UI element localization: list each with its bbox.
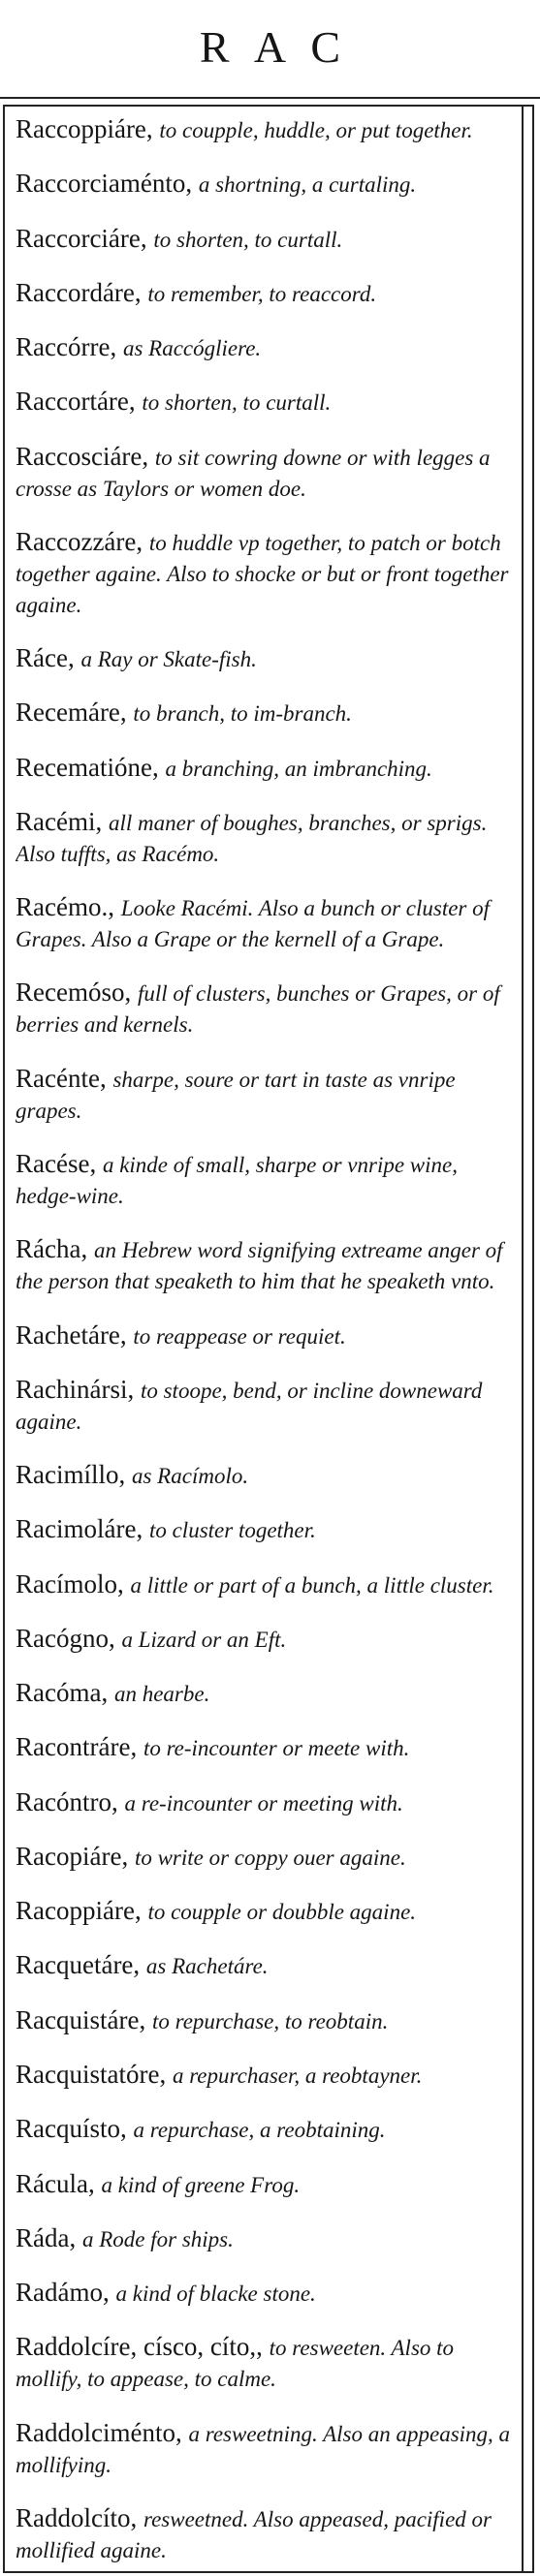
entry-headword: Radámo [16,2278,103,2308]
entry-gloss: an Hebrew word signifying extreame anger of the person that speaketh to him that he speaketh vnto. [16,1238,503,1294]
entry-headword: Racquetáre [16,1950,134,1980]
dictionary-entry: Racóma, an hearbe. [16,1678,210,1708]
dictionary-entry: Rachetáre, to reappease or requiet. [16,1319,346,1350]
entry-gloss: a repurchase, a reobtaining. [133,2118,386,2143]
entry-gloss: a re-incounter or meeting with. [124,1790,403,1816]
entry-headword: Ráce [16,643,68,673]
entry-headword: Recematióne [16,752,152,782]
entry-headword: Raccórre [16,332,111,362]
entry-gloss: to repurchase, to reobtain. [151,2008,389,2033]
dictionary-entry: Raccordáre, to remember, to reaccord. [16,277,377,307]
dictionary-entries [16,114,518,2565]
entry-headword: Raccortáre [16,387,129,417]
entry-headword: Ráda [16,2222,70,2252]
entry-gloss: to resweeten. Also to mollify, to appease, to calme. [16,2336,455,2392]
entry-headword: Rácula [16,2168,88,2198]
entry-headword: Recemáre [16,698,120,728]
dictionary-entry: Raccozzáre, to huddle vp together, to patch or botch together againe. Also to shocke or but or front together againe. [16,526,509,617]
entry-gloss: a branching, an imbranching. [165,756,432,781]
entry-headword: Raccordáre [16,277,135,307]
entry-headword: Racimíllo [16,1460,119,1490]
dictionary-entry: Rachinársi, to stoope, bend, or incline downeward againe. [16,1374,483,1434]
entry-gloss: to re-incounter or meete with. [143,1736,410,1761]
entry-headword: Racímolo [16,1568,117,1598]
entry-headword: Racontráre [16,1732,131,1762]
entry-gloss: to cluster together. [148,1518,316,1543]
dictionary-entry: Raccortáre, to shorten, to curtall. [16,387,332,417]
dictionary-entry: Racquistáre, to repurchase, to reobtain. [16,2004,389,2034]
dictionary-entry: Racóntro, a re-incounter or meeting with. [16,1786,403,1816]
entry-headword: Racoppiáre [16,1896,135,1926]
dictionary-entry: Racimíllo, as Racímolo. [16,1460,249,1490]
entry-headword: Rachetáre [16,1319,120,1350]
dictionary-entry: Raddolcíto, resweetned. Also appeased, pacified or mollified againe. [16,2502,492,2562]
dictionary-entry: Raddolcíre, císco, cíto,, to resweeten. Also to mollify, to appease, to calme. [16,2332,455,2392]
page-header [0,0,540,93]
entry-headword: Racése [16,1148,90,1178]
entry-headword: Racóntro [16,1786,111,1816]
entry-gloss: as Racímolo. [131,1464,249,1489]
entry-headword: Racémi [16,806,96,836]
entry-headword: Racopiáre [16,1841,122,1871]
entry-headword: Raccorciaménto [16,169,186,199]
entry-gloss: to sit cowring downe or with legges a crosse as Taylors or women doe. [16,445,491,501]
entry-gloss: a Rode for ships. [81,2226,234,2251]
column-rule [522,105,524,2573]
entry-gloss: an hearbe. [113,1682,210,1707]
entry-gloss: to shorten, to curtall. [153,227,343,252]
page-title: RAC [199,22,365,72]
dictionary-entry: Ráda, a Rode for ships. [16,2222,234,2252]
dictionary-entry: Racopiáre, to write or coppy ouer againe. [16,1841,406,1871]
dictionary-entry: Racimoláre, to cluster together. [16,1514,316,1544]
entry-gloss: a shortning, a curtaling. [198,172,417,198]
dictionary-entry: Raccorciaménto, a shortning, a curtaling. [16,169,417,199]
entry-gloss: to reappease or requiet. [133,1323,346,1349]
entry-headword: Racquistatóre [16,2059,160,2089]
dictionary-entry: Raccorciáre, to shorten, to curtall. [16,223,343,253]
entry-gloss: to huddle vp together, to patch or botch together againe. Also to shocke or but or front together againe. [16,530,509,617]
entry-gloss: as Raccógliere. [122,336,262,361]
dictionary-entry: Racénte, sharpe, soure or tart in taste as vnripe grapes. [16,1063,456,1123]
entry-headword: Racimoláre [16,1514,137,1544]
dictionary-entry: Racquistatóre, a repurchaser, a reobtayner. [16,2059,423,2089]
entry-headword: Raccosciáre [16,441,143,471]
dictionary-entry: Recemáre, to branch, to im-branch. [16,698,352,728]
entry-gloss: sharpe, soure or tart in taste as vnripe grapes. [16,1067,456,1123]
dictionary-entry: Racquetáre, as Rachetáre. [16,1950,269,1980]
entry-gloss: a resweetning. Also an appeasing, a mollifying. [16,2421,511,2477]
entry-gloss: resweetned. Also appeased, pacified or mollified againe. [16,2506,492,2562]
dictionary-entry: Recematióne, a branching, an imbranching. [16,752,432,782]
entry-headword: Racémo. [16,892,109,922]
entry-gloss: a little or part of a bunch, a little cluster. [130,1572,494,1598]
entry-gloss: a kinde of small, sharpe or vnripe wine, hedge-wine. [16,1152,458,1208]
entry-gloss: full of clusters, bunches or Grapes, or of berries and kernels. [16,981,500,1038]
entry-gloss: to shorten, to curtall. [142,390,332,416]
dictionary-entry: Racímolo, a little or part of a bunch, a little cluster. [16,1568,494,1598]
entry-gloss: to coupple, huddle, or put together. [159,118,473,142]
entry-gloss: as Rachetáre. [145,1954,269,1979]
entry-headword: Raddolciménto [16,2417,175,2447]
entry-headword: Racógno [16,1623,109,1653]
entry-headword: Raccorciáre [16,223,141,253]
entry-gloss: Looke Racémi. Also a bunch or cluster of Grapes. Also a Grape or the kernell of a Grape. [16,896,491,952]
entry-headword: Recemóso [16,978,125,1008]
entry-gloss: all maner of boughes, branches, or sprigs. Also tuffts, as Racémo. [16,810,488,866]
entry-headword: Raddolcíre, císco, cíto, [16,2332,257,2362]
dictionary-entry: Raccórre, as Raccógliere. [16,332,262,362]
dictionary-entry: Raccoppiáre, to coupple, huddle, or put together. [16,114,473,143]
entry-headword: Racquísto [16,2114,120,2144]
dictionary-entry: Racquísto, a repurchase, a reobtaining. [16,2114,386,2144]
dictionary-entry: Raddolciménto, a resweetning. Also an appeasing, a mollifying. [16,2417,511,2477]
entry-gloss: a kind of greene Frog. [101,2172,301,2197]
entry-headword: Raccozzáre [16,526,137,556]
entry-headword: Raddolcíto [16,2502,131,2532]
entry-headword: Racénte [16,1063,100,1093]
header-rule [0,97,540,99]
entry-gloss: to branch, to im-branch. [133,701,352,727]
dictionary-entry: Ráce, a Ray or Skate-fish. [16,643,257,673]
entry-headword: Rácha [16,1234,81,1264]
dictionary-entry: Rácula, a kind of greene Frog. [16,2168,301,2198]
entry-headword: Raccoppiáre [16,114,146,143]
dictionary-entry: Racémi, all maner of boughes, branches, or sprigs. Also tuffts, as Racémo. [16,806,488,866]
entry-gloss: to coupple or doubble againe. [147,1900,417,1925]
dictionary-entry: Raccosciáre, to sit cowring downe or with legges a crosse as Taylors or women doe. [16,441,491,501]
entry-gloss: a kind of blacke stone. [115,2281,316,2307]
dictionary-entry: Racontráre, to re-incounter or meete with. [16,1732,410,1762]
dictionary-entry: Rácha, an Hebrew word signifying extreame anger of the person that speaketh to him that he speaketh vnto. [16,1234,503,1294]
dictionary-entry: Recemóso, full of clusters, bunches or Grapes, or of berries and kernels. [16,978,500,1038]
dictionary-entry: Racémo., Looke Racémi. Also a bunch or cluster of Grapes. Also a Grape or the kernell of a Grape. [16,892,491,952]
entry-gloss: a Lizard or an Eft. [121,1627,287,1652]
entry-headword: Rachinársi [16,1374,128,1404]
entry-gloss: to stoope, bend, or incline downeward againe. [16,1378,483,1434]
dictionary-entry: Racoppiáre, to coupple or doubble againe. [16,1896,417,1926]
dictionary-entry: Racógno, a Lizard or an Eft. [16,1623,287,1653]
dictionary-entry: Racése, a kinde of small, sharpe or vnripe wine, hedge-wine. [16,1148,458,1208]
entry-gloss: a repurchaser, a reobtayner. [172,2063,423,2088]
dictionary-entry: Radámo, a kind of blacke stone. [16,2278,316,2308]
entry-gloss: a Ray or Skate-fish. [80,647,257,672]
entry-headword: Racóma [16,1678,102,1708]
entry-headword: Racquistáre [16,2004,140,2034]
entry-gloss: to write or coppy ouer againe. [134,1845,406,1870]
entry-gloss: to remember, to reaccord. [147,281,377,306]
